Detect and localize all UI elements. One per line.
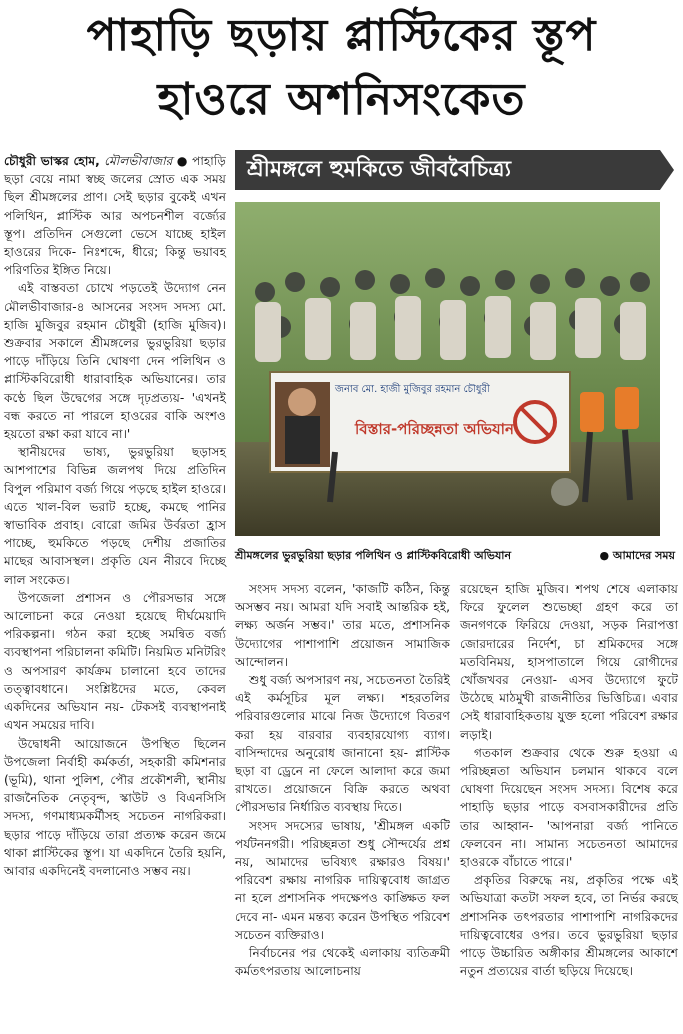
caption-text: শ্রীমঙ্গলের ভুরভুরিয়া ছড়ার পলিথিন ও প্লাস্টিকবিরোধী অভিযান [235, 549, 512, 562]
paragraph: উপজেলা প্রশাসন ও পৌরসভার সঙ্গে আলোচনা করে নেওয়া হয়েছে দীর্ঘমেয়াদি পরিকল্পনা। গঠন করা হচ্ছে সমন্বিত বর্জ্য ব্যবস্থাপনা পরিচালনা কমিটি। নিয়মিত মনিটরিং ও অপসারণ কার্যক্রম চালানো হবে তাদের তত্ত্বাবধানে। সংশ্লিষ্টদের মতে, কেবল একদিনের অভিযান নয়- টেকসই ব্যবস্থাপনাই এখন সময়ের দাবি। [4, 590, 226, 733]
paragraph: রয়েছেন হাজি মুজিব। শপথ শেষে এলাকায় ফিরে ফুলেল শুভেচ্ছা গ্রহণ করে তা জনগণকে ফিরিয়ে দেওয়া, সড়ক নিরাপত্তা জোরদারের নির্দেশ, চা শ্রমিকদের সঙ্গে মতবিনিময়, হাসপাতালে গিয়ে রোগীদের খোঁজখবর নেওয়া- এসব উদ্যোগে ফুটে উঠেছে মাঠমুখী রাজনীতির ভিত্তিচিত্র। এবার সেই ধারাবাহিকতায় যুক্ত হলো পরিবেশ রক্ষার লড়াই। [460, 582, 678, 742]
paragraph: স্থানীয়দের ভাষ্য, ভুরভুরিয়া ছড়াসহ আশপাশের বিভিন্ন জলপথ দিয়ে প্রতিদিন বিপুল পরিমাণ বর্জ্য গিয়ে পড়ছে হাইল হাওরে। এতে খাল-বিল ভরাট হচ্ছে, কমছে পানির স্বাভাবিক প্রবাহ। বোরো জমির উর্বরতা হ্রাস পাচ্ছে, হুমকিতে পড়ছে দেশীয় প্রজাতির মাছের আবাসস্থল। প্রকৃতি যেন নীরবে দিচ্ছে লাল সংকেত। [4, 445, 226, 587]
byline-name: চৌধুরী ভাস্কর হোম, [4, 154, 100, 168]
paragraph: নির্বাচনের পর থেকেই এলাকায় ব্যতিক্রমী কর্মতৎপরতায় আলোচনায় [235, 946, 450, 979]
article-column-b [235, 580, 450, 980]
paragraph: সংসদ সদস্য বলেন, 'কাজটি কঠিন, কিন্তু অসম্ভব নয়। আমরা যদি সবাই আন্তরিক হই, লক্ষ্য অর্জন সম্ভব।' তার মতে, প্রশাসনিক উদ্যোগের পাশাপাশি প্রয়োজন সামাজিক আন্দোলন। [235, 582, 450, 669]
paragraph: শুধু বর্জ্য অপসারণ নয়, সচেতনতা তৈরিই এই কর্মসূচির মূল লক্ষ্য। শহরতলির পরিবারগুলোর মাঝে নিজ উদ্যোগে বিতরণ করা হয় বারবার ব্যবহারযোগ্য ব্যাগ। বাসিন্দাদের অনুরোধ জানানো হয়- প্লাস্টিক ছড়া বা ড্রেনে না ফেলে আলাদা করে জমা রাখতে। প্রয়োজনে বিক্রি করতে অথবা পৌরসভার নির্ধারিত ব্যবস্থায় দিতে। [235, 673, 450, 815]
paragraph: গতকাল শুক্রবার থেকে শুরু হওয়া এ পরিচ্ছন্নতা অভিযান চলমান থাকবে বলে ঘোষণা দিয়েছেন সংসদ সদস্য। বিশেষ করে পাহাড়ি ছড়ার পাড়ে বসবাসকারীদের প্রতি তার আহ্বান- 'আপনারা বর্জ্য পানিতে ফেলবেন না। সামান্য সচেতনতা আমাদের হাওরকে বাঁচাতে পারে।' [460, 745, 678, 870]
article-column-a [4, 152, 226, 880]
news-photo [235, 202, 660, 536]
headline-line-2: হাওরে অশনিসংকেত [157, 74, 526, 125]
paragraph: উদ্বোধনী আয়োজনে উপস্থিত ছিলেন উপজেলা নির্বাহী কর্মকর্তা, সহকারী কমিশনার (ভূমি), থানা পুলিশ, পৌর প্রকৌশলী, স্থানীয় রাজনৈতিক নেতৃবৃন্দ, স্কাউট ও বিএনসিসি সদস্য, গণমাধ্যমকর্মীসহ সচেতন নাগরিকরা। ছড়ার পাড়ে দাঁড়িয়ে তারা প্রত্যক্ষ করেন জমে থাকা প্লাস্টিকের স্তূপ। যা একদিনে তৈরি হয়নি, আবার একদিনেই বদলানোও সম্ভব নয়। [4, 736, 226, 878]
byline-bureau: মৌলভীবাজার [104, 154, 173, 168]
paragraph: প্রকৃতির বিরুদ্ধে নয়, প্রকৃতির পক্ষে এই অভিযাত্রা কতটা সফল হবে, তা নির্ভর করছে প্রশাসনিক তৎপরতার পাশাপাশি নাগরিকদের দায়িত্ববোধের ওপর। তবে ভুরভুরিয়া ছড়ার পাড়ে উচ্চারিত অঙ্গীকার শ্রীমঙ্গলের আকাশে নতুন প্রত্যয়ের বার্তা ছড়িয়ে দিয়েছে। [460, 873, 678, 979]
subhead-band: শ্রীমঙ্গলে হুমকিতে জীববৈচিত্র্য [235, 150, 660, 190]
byline: চৌধুরী ভাস্কর হোম, মৌলভীবাজার ● পাহাড়ি ছড়া বেয়ে নামা স্বচ্ছ জলের স্রোত এক সময় ছিল শ্রীমঙ্গলের প্রাণ। সেই ছড়ার বুকেই এখন পলিথিন, প্লাস্টিক আর অপচনশীল বর্জ্যের স্তূপ। প্রতিদিন সেগুলো ভেসে যাচ্ছে হাইল হাওরের দিকে- নিঃশব্দে, ধীরে; কিন্তু ভয়াবহ পরিণতির ইঙ্গিত নিয়ে। [4, 154, 226, 278]
photo-illustration [235, 202, 660, 536]
headline-line-1: পাহাড়ি ছড়ায় প্লাস্টিকের স্তূপ [86, 10, 597, 61]
article-column-c [460, 580, 678, 980]
photo-banner-text: বিস্তার-পরিচ্ছন্নতা অভিযান [355, 420, 514, 438]
paragraph: পাহাড়ি ছড়া বেয়ে নামা স্বচ্ছ জলের স্রোত এক সময় ছিল শ্রীমঙ্গলের প্রাণ। সেই ছড়ার বুকেই এখন পলিথিন, প্লাস্টিক আর অপচনশীল বর্জ্যের স্তূপ। প্রতিদিন সেগুলো ভেসে যাচ্ছে হাইল হাওরের দিকে- নিঃশব্দে, ধীরে; কিন্তু ভয়াবহ পরিণতির ইঙ্গিত নিয়ে। [4, 154, 226, 278]
paragraph: এই বাস্তবতা চোখে পড়তেই উদ্যোগ নেন মৌলভীবাজার-৪ আসনের সংসদ সদস্য মো. হাজি মুজিবুর রহমান চৌধুরী (হাজি মুজিব)। শুক্রবার সকালে শ্রীমঙ্গলের ভুরভুরিয়া ছড়ার পাড়ে দাঁড়িয়ে তিনি ঘোষণা দেন পলিথিন ও প্লাস্টিকবিরোধী ধারাবাহিক অভিযানের। তার কণ্ঠে ছিল উদ্বেগের সঙ্গে দৃঢ়প্রত্যয়- 'এখনই বন্ধ করতে না পারলে হাওরের বাকি অংশও হয়তো রক্ষা করা যাবে না।' [4, 281, 226, 442]
paragraph: সংসদ সদস্যের ভাষায়, 'শ্রীমঙ্গল একটি পর্যটননগরী। পরিচ্ছন্নতা শুধু সৌন্দর্যের প্রশ্ন নয়, আমাদের ভবিষ্যৎ রক্ষারও বিষয়।' পরিবেশ রক্ষায় নাগরিক দায়িত্ববোধ জাগ্রত না হলে প্রশাসনিক পদক্ষেপও কাঙ্ক্ষিত ফল দেবে না- এমন মন্তব্য করেন উপস্থিত পরিবেশ সচেতন ব্যক্তিরাও। [235, 818, 450, 942]
photo-caption [235, 548, 675, 564]
caption-credit: ● আমাদের সময় [599, 549, 675, 562]
photo-banner-top-text: জনাব মো. হাজী মুজিবুর রহমান চৌধুরী [335, 384, 490, 395]
